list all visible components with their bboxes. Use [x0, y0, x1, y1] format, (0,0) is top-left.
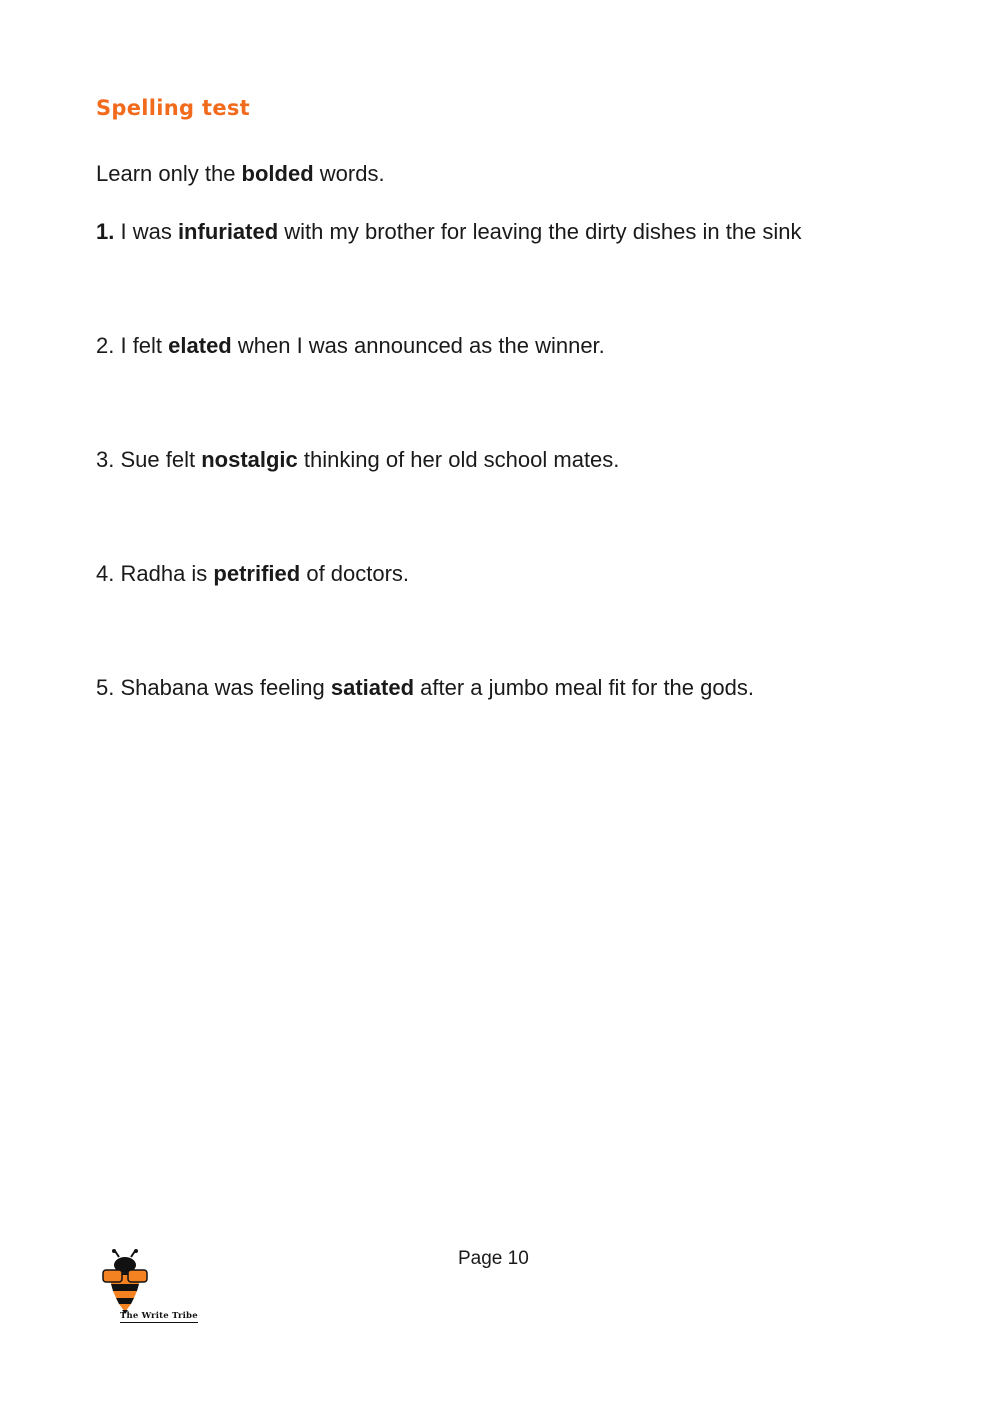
item-number: 1. [96, 219, 115, 244]
sentence-item [96, 445, 619, 475]
item-text-before: I felt [114, 333, 169, 358]
item-text-after: thinking of her old school mates. [297, 447, 620, 472]
page-number: Page 10 [458, 1248, 529, 1269]
spelling-word: infuriated [177, 219, 279, 244]
sentence-item [96, 673, 754, 703]
bee-icon [96, 1248, 156, 1314]
spelling-word: satiated [330, 675, 415, 700]
spelling-word: petrified [213, 561, 301, 586]
item-number: 3. [96, 447, 115, 472]
item-text-after: with my brother for leaving the dirty dishes in the sink [278, 219, 802, 244]
sentence-item [96, 559, 409, 589]
sentence-item [96, 217, 802, 247]
item-text-before: Shabana was feeling [114, 675, 331, 700]
item-text-after: after a jumbo meal fit for the gods. [414, 675, 754, 700]
sentence-item [96, 331, 605, 361]
page-title: Spelling test [96, 96, 251, 120]
item-number: 5. [96, 675, 115, 700]
instructions-text-before: Learn only the [96, 161, 242, 186]
spelling-word: nostalgic [201, 447, 298, 472]
spelling-word: elated [168, 333, 232, 358]
instructions-bold-word: bolded [241, 161, 314, 186]
item-text-before: I was [114, 219, 178, 244]
write-tribe-logo [96, 1248, 211, 1330]
item-number: 2. [96, 333, 115, 358]
item-number: 4. [96, 561, 115, 586]
instructions-text-after: words. [313, 161, 385, 186]
item-text-after: when I was announced as the winner. [231, 333, 605, 358]
item-text-after: of doctors. [300, 561, 410, 586]
instructions [96, 159, 385, 189]
item-text-before: Sue felt [114, 447, 202, 472]
item-text-before: Radha is [114, 561, 214, 586]
logo-text: The Write Tribe [120, 1311, 198, 1321]
